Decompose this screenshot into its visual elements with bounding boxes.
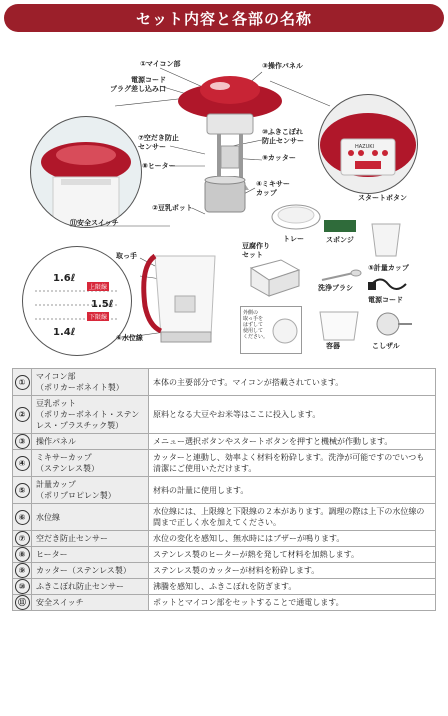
- lid-note-text: 外側の 取っ手を はずして 使用して ください。: [243, 310, 269, 340]
- row-part-name: ヒーター: [32, 547, 149, 563]
- table-row: [13, 595, 436, 611]
- parts-table: [12, 368, 436, 611]
- row-number-badge: ③: [15, 434, 30, 449]
- callout-tofu-set: 豆腐作り セット: [242, 242, 270, 259]
- row-description: ポットとマイコン部をセットすることで通電します。: [149, 595, 436, 611]
- level-1-6: 1.6ℓ: [53, 273, 76, 284]
- callout-handle: 取っ手: [116, 252, 137, 260]
- callout-container: 容器: [326, 342, 340, 350]
- row-part-name: ミキサーカップ （ステンレス製）: [32, 450, 149, 477]
- table-row: [13, 369, 436, 396]
- sponge-illustration: [322, 216, 358, 236]
- row-number-badge: ⑪: [15, 595, 30, 610]
- table-row: [13, 504, 436, 531]
- callout-heater: ⑧ヒーター: [142, 162, 176, 170]
- callout-strainer: こしザル: [372, 342, 400, 350]
- table-row: [13, 434, 436, 450]
- callout-boil-over-sensor: ⑩ふきこぼれ 防止センサー: [262, 128, 304, 145]
- callout-cutter: ⑨カッター: [262, 154, 296, 162]
- row-part-name: 豆乳ポット （ポリカーボネイト・ステンレス・プラスチック製）: [32, 396, 149, 434]
- row-number-badge: ⑧: [15, 547, 30, 562]
- row-description: カッターと連動し、効率よく材料を粉砕します。洗浄が可能ですのでいつも清潔にご使用いただけます。: [149, 450, 436, 477]
- row-number: [13, 450, 32, 477]
- brand-label: HAZUKI: [355, 144, 375, 150]
- table-row: [13, 396, 436, 434]
- row-number: [13, 579, 32, 595]
- title-banner: [4, 4, 444, 32]
- callout-safety-switch: ⑪安全スイッチ: [70, 219, 119, 227]
- mixer-cup-illustration: [200, 176, 250, 216]
- table-row: [13, 450, 436, 477]
- row-number: [13, 563, 32, 579]
- row-number-badge: ⑦: [15, 531, 30, 546]
- row-part-name: 空だき防止センサー: [32, 531, 149, 547]
- tofu-set-illustration: [245, 254, 305, 298]
- row-number-badge: ②: [15, 407, 30, 422]
- row-part-name: ふきこぼれ防止センサー: [32, 579, 149, 595]
- lid-note-box: [240, 306, 302, 354]
- row-part-name: カッター（ステンレス製）: [32, 563, 149, 579]
- callout-microcomputer: ①マイコン部: [140, 60, 181, 68]
- tray-illustration: [270, 201, 322, 233]
- row-number-badge: ⑩: [15, 579, 30, 594]
- row-number-badge: ①: [15, 375, 30, 390]
- row-description: 水位線には、上限線と下限線の２本があります。調理の際は上下の水位線の間まで正しく水を加えてください。: [149, 504, 436, 531]
- callout-mixer-cup: ④ミキサー カップ: [256, 180, 290, 197]
- detail-circle-control-panel: [318, 94, 418, 194]
- row-description: 水位の変化を感知し、無水時にはブザーが鳴ります。: [149, 531, 436, 547]
- water-level-lines: [23, 247, 131, 355]
- container-illustration: [314, 306, 364, 346]
- row-part-name: 安全スイッチ: [32, 595, 149, 611]
- row-description: 本体の主要部分です。マイコンが搭載されています。: [149, 369, 436, 396]
- upper-level-badge: 上限線: [89, 284, 108, 291]
- row-number: [13, 396, 32, 434]
- callout-water-level: ⑥水位線: [116, 334, 143, 342]
- row-description: 原料となる大豆やお米等はここに投入します。: [149, 396, 436, 434]
- callout-power-cord: 電源コード: [368, 296, 403, 304]
- row-number: [13, 434, 32, 450]
- parts-diagram: [0, 36, 448, 356]
- row-number: [13, 477, 32, 504]
- row-description: ステンレス製のカッターが材料を粉砕します。: [149, 563, 436, 579]
- callout-plug-port: 電源コード プラグ差し込み口: [110, 76, 166, 93]
- soy-milk-pot-illustration: [135, 236, 235, 356]
- row-number-badge: ④: [15, 456, 30, 471]
- row-part-name: 計量カップ （ポリプロピレン製）: [32, 477, 149, 504]
- row-number: [13, 369, 32, 396]
- table-row: [13, 563, 436, 579]
- lower-level-badge: 下限線: [89, 314, 108, 321]
- row-description: ステンレス製のヒーターが熱を発して材料を加熱します。: [149, 547, 436, 563]
- page-title: セット内容と各部の名称: [135, 9, 312, 28]
- callout-soy-milk-pot: ②豆乳ポット: [152, 204, 193, 212]
- callout-sponge: スポンジ: [326, 236, 354, 244]
- level-1-5: 1.5ℓ: [91, 299, 114, 310]
- table-row: [13, 531, 436, 547]
- callout-control-panel: ③操作パネル: [262, 62, 303, 70]
- row-number-badge: ⑨: [15, 563, 30, 578]
- row-number-badge: ⑤: [15, 483, 30, 498]
- callout-dry-heat-sensor: ⑦空だき防止 センサー: [138, 134, 179, 151]
- callout-brush: 洗浄ブラシ: [318, 284, 353, 292]
- callout-tray: トレー: [283, 235, 304, 243]
- table-row: [13, 477, 436, 504]
- level-1-4: 1.4ℓ: [53, 327, 76, 338]
- row-part-name: 操作パネル: [32, 434, 149, 450]
- row-description: 沸騰を感知し、ふきこぼれを防ぎます。: [149, 579, 436, 595]
- strainer-illustration: [370, 306, 414, 342]
- row-number: [13, 504, 32, 531]
- table-row: [13, 547, 436, 563]
- parts-table-body: [13, 369, 436, 611]
- table-row: [13, 579, 436, 595]
- row-number: [13, 531, 32, 547]
- row-part-name: 水位線: [32, 504, 149, 531]
- row-number: [13, 547, 32, 563]
- measuring-cup-illustration: [366, 220, 406, 260]
- row-description: 材料の計量に使用します。: [149, 477, 436, 504]
- callout-start-button: スタートボタン: [358, 194, 407, 202]
- callout-measuring-cup: ⑤計量カップ: [368, 264, 409, 272]
- row-part-name: マイコン部 （ポリカーボネイト製）: [32, 369, 149, 396]
- power-cord-illustration: [366, 272, 410, 296]
- detail-circle-safety-switch: [30, 116, 142, 228]
- row-number: [13, 595, 32, 611]
- brush-illustration: [318, 266, 362, 286]
- row-number-badge: ⑥: [15, 510, 30, 525]
- row-description: メニュー選択ボタンやスタートボタンを押すと機械が作動します。: [149, 434, 436, 450]
